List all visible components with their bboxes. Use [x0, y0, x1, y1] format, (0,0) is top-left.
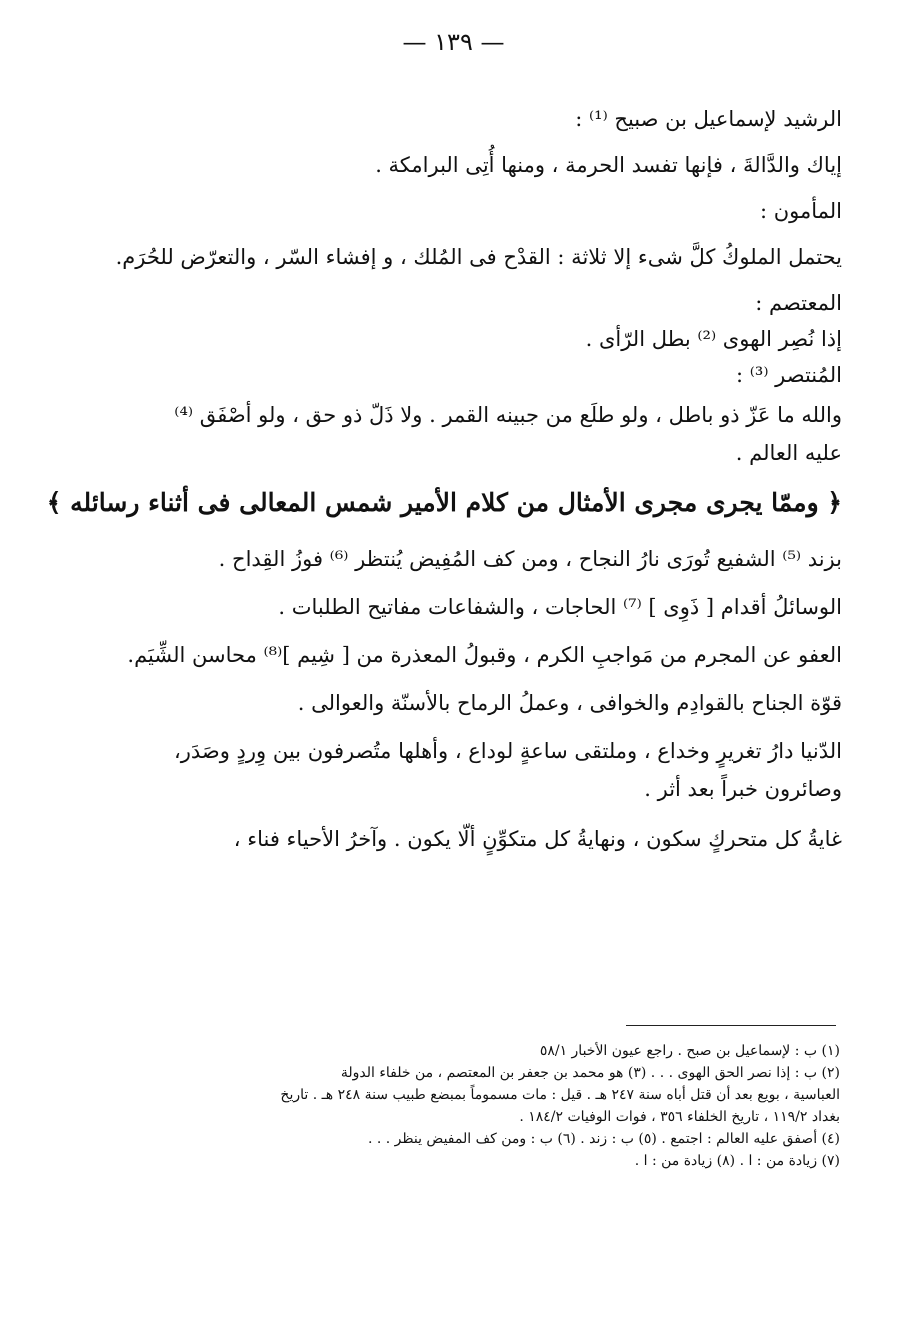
text-line: المُنتصر ⁽³⁾ :	[735, 363, 842, 387]
text-line: والله ما عَزّ ذو باطل ، ولو طلَع من جبينه القمر . ولا ذَلّ ذو حق ، ولو أصْفَق ⁽⁴⁾	[174, 403, 842, 427]
saying-line: قوّة الجناح بالقوادِم والخوافى ، وعملُ الرماح بالأسنّة والعوالى .	[297, 691, 842, 715]
saying-line: وصائرون خبراً بعد أثر .	[644, 777, 842, 801]
page-number: — ١٣٩ —	[402, 28, 505, 56]
text-line: المعتصم :	[755, 291, 842, 315]
text-line: عليه العالم .	[735, 441, 842, 465]
footnote-line: (٤) أصفق عليه العالم : اجتمع . (٥) ب : زند . (٦) ب : ومن كف المفيض ينظر . . .	[367, 1131, 840, 1147]
footnote-line: بغداد ١١٩/٢ ، تاريخ الخلفاء ٣٥٦ ، فوات الوفيات ١٨٤/٢ .	[519, 1109, 840, 1125]
text-line: إياك والدَّالةَ ، فإنها تفسد الحرمة ، ومنها أُتِى البرامكة .	[375, 153, 842, 177]
saying-line: بزند ⁽⁵⁾ الشفيع تُورَى نارُ النجاح ، ومن كف المُفِيض يُنتظر ⁽⁶⁾ فوزُ القِداح .	[218, 547, 842, 571]
saying-line: العفو عن المجرم من مَواجبِ الكرم ، وقبولُ المعذرة من [ شِيم ]⁽⁸⁾ محاسن الشِّيَم.	[127, 643, 842, 667]
footnote-line: (١) ب : لإسماعيل بن صبح . راجع عيون الأخبار ٥٨/١	[539, 1043, 840, 1059]
footnote-line: (٧) زيادة من : ا . (٨) زيادة من : ا .	[634, 1153, 840, 1169]
text-line: المأمون :	[759, 199, 842, 223]
text-line: يحتمل الملوكُ كلَّ شىء إلا ثلاثة : القدْح فى المُلك ، و إفشاء السّر ، والتعرّض للحُرَم.	[115, 245, 842, 269]
footnotes	[95, 1040, 840, 1172]
footnote-divider	[626, 1025, 836, 1026]
text-line: إذا نُصِر الهوى ⁽²⁾ بطل الرّأى .	[585, 327, 842, 351]
saying-line: الوسائلُ أقدام [ ذَوِى ] ⁽⁷⁾ الحاجات ، والشفاعات مفاتيح الطلبات .	[278, 595, 842, 619]
main-text	[46, 92, 842, 852]
footnote-line: (٢) ب : إذا نصر الحق الهوى . . . (٣) هو محمد بن جعفر بن المعتصم ، من خلفاء الدولة	[340, 1065, 840, 1081]
footnote-line: العباسية ، بويع بعد أن قتل أباه سنة ٢٤٧ هـ . قيل : مات مسموماً بمبضع طبيب سنة ٢٤٨ هـ . تاريخ	[280, 1087, 840, 1103]
section-heading: ﴿ وممّا يجرى مجرى الأمثال من كلام الأمير شمس المعالى فى أثناء رسائله ﴾	[46, 488, 842, 517]
saying-line: الدّنيا دارُ تغريرٍ وخداع ، وملتقى ساعةٍ لوداع ، وأهلها متُصرفون بين وِردٍ وصَدَر،	[173, 739, 842, 763]
saying-line: غايةُ كل متحركٍ سكون ، ونهايةُ كل متكوِّنٍ ألّا يكون . وآخرُ الأحياء فناء ،	[233, 827, 842, 851]
text-line: الرشيد لإسماعيل بن صبيح ⁽¹⁾ :	[575, 107, 842, 131]
